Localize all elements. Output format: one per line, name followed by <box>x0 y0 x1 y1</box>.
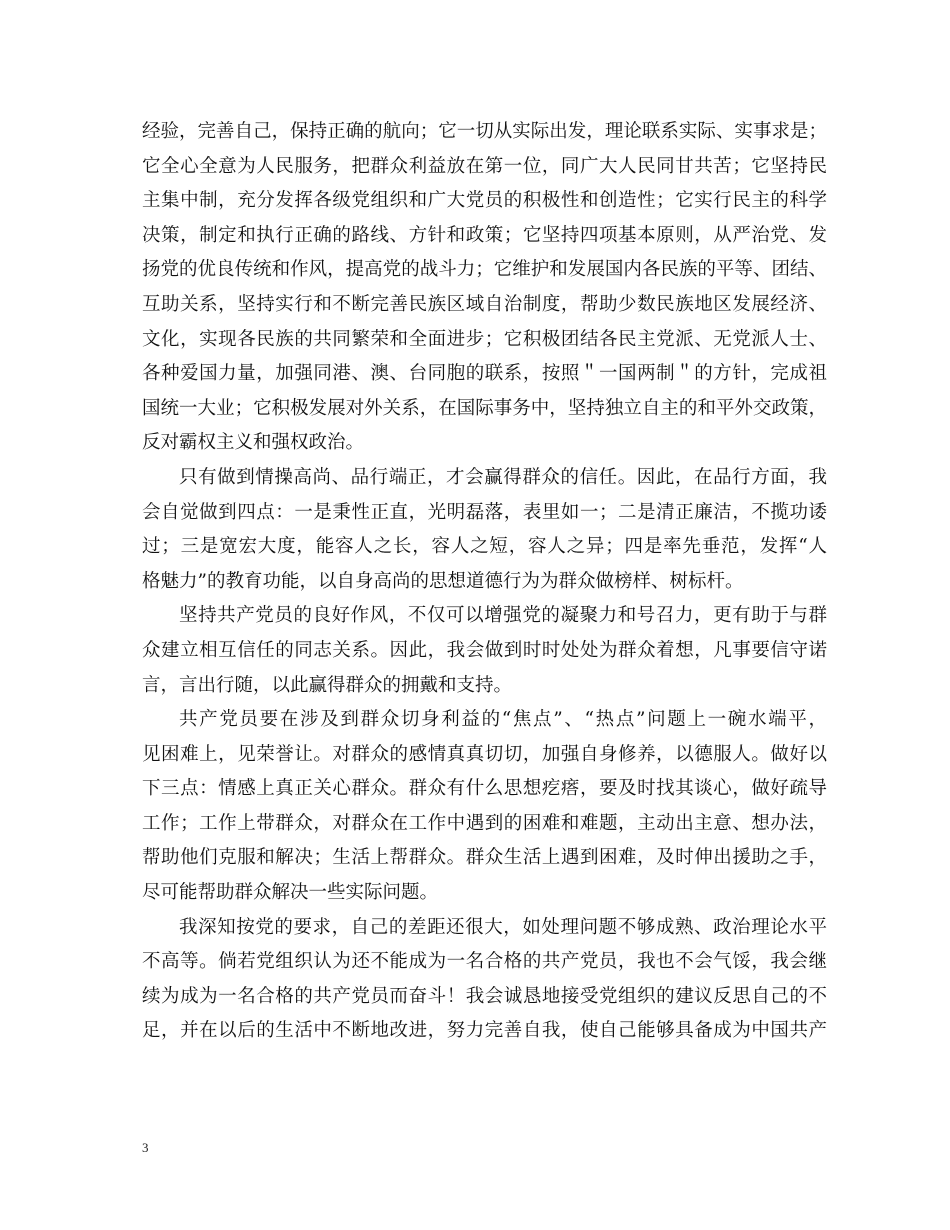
text-line: 尽可能帮助群众解决一些实际问题。 <box>142 882 439 904</box>
page-number: 3 <box>142 1140 149 1155</box>
text-line: 它全心全意为人民服务，把群众利益放在第一位，同广大人民同甘共苦；它坚持民 <box>142 155 827 177</box>
text-line: 经验，完善自己，保持正确的航向；它一切从实际出发，理论联系实际、实事求是； <box>142 121 827 142</box>
text-line: 各种爱国力量，加强同港、澳、台同胞的联系，按照＂一国两制＂的方针，完成祖 <box>142 363 827 385</box>
body-text <box>142 115 827 1049</box>
text-line: 反对霸权主义和强权政治。 <box>142 432 365 454</box>
text-line: 下三点：情感上真正关心群众。群众有什么思想疙瘩，要及时找其谈心，做好疏导 <box>142 778 827 800</box>
text-line: 帮助他们克服和解决；生活上帮群众。群众生活上遇到困难，及时伸出援助之手， <box>142 847 827 869</box>
text-line: 足，并在以后的生活中不断地改进，努力完善自我，使自己能够具备成为中国共产 <box>142 1020 827 1042</box>
text-line: 互助关系，坚持实行和不断完善民族区域自治制度，帮助少数民族地区发展经济、 <box>142 293 827 315</box>
text-line: 我深知按党的要求，自己的差距还很大，如处理问题不够成熟、政治理论水平 <box>179 916 827 938</box>
text-line: 过；三是宽宏大度，能容人之长，容人之短，容人之异；四是率先垂范，发挥“人 <box>142 536 827 558</box>
text-line: 见困难上，见荣誉让。对群众的感情真真切切，加强自身修养，以德服人。做好以 <box>142 743 827 765</box>
text-line: 不高等。倘若党组织认为还不能成为一名合格的共产党员，我也不会气馁，我会继 <box>142 951 827 973</box>
text-line: 扬党的优良传统和作风，提高党的战斗力；它维护和发展国内各民族的平等、团结、 <box>142 259 827 281</box>
text-line: 主集中制，充分发挥各级党组织和广大党员的积极性和创造性；它实行民主的科学 <box>142 190 827 212</box>
text-line: 共产党员要在涉及到群众切身利益的“焦点”、“热点”问题上一碗水端平， <box>179 709 827 731</box>
text-line: 国统一大业；它积极发展对外关系，在国际事务中，坚持独立自主的和平外交政策， <box>142 397 827 419</box>
text-line: 续为成为一名合格的共产党员而奋斗！我会诚恳地接受党组织的建议反思自己的不 <box>142 985 827 1007</box>
text-line: 会自觉做到四点：一是秉性正直，光明磊落，表里如一；二是清正廉洁，不揽功诿 <box>142 501 827 523</box>
text-line: 众建立相互信任的同志关系。因此，我会做到时时处处为群众着想，凡事要信守诺 <box>142 639 827 661</box>
text-line: 文化，实现各民族的共同繁荣和全面进步；它积极团结各民主党派、无党派人士、 <box>142 328 827 350</box>
text-line: 言，言出行随，以此赢得群众的拥戴和支持。 <box>142 674 513 696</box>
text-line: 决策，制定和执行正确的路线、方针和政策；它坚持四项基本原则，从严治党、发 <box>142 224 827 246</box>
text-line: 坚持共产党员的良好作风，不仅可以增强党的凝聚力和号召力，更有助于与群 <box>179 605 827 627</box>
text-line: 格魅力”的教育功能，以自身高尚的思想道德行为为群众做榜样、树标杆。 <box>142 570 744 592</box>
text-line: 工作；工作上带群众，对群众在工作中遇到的困难和难题，主动出主意、想办法， <box>142 812 827 834</box>
text-line: 只有做到情操高尚、品行端正，才会赢得群众的信任。因此，在品行方面，我 <box>179 466 827 488</box>
